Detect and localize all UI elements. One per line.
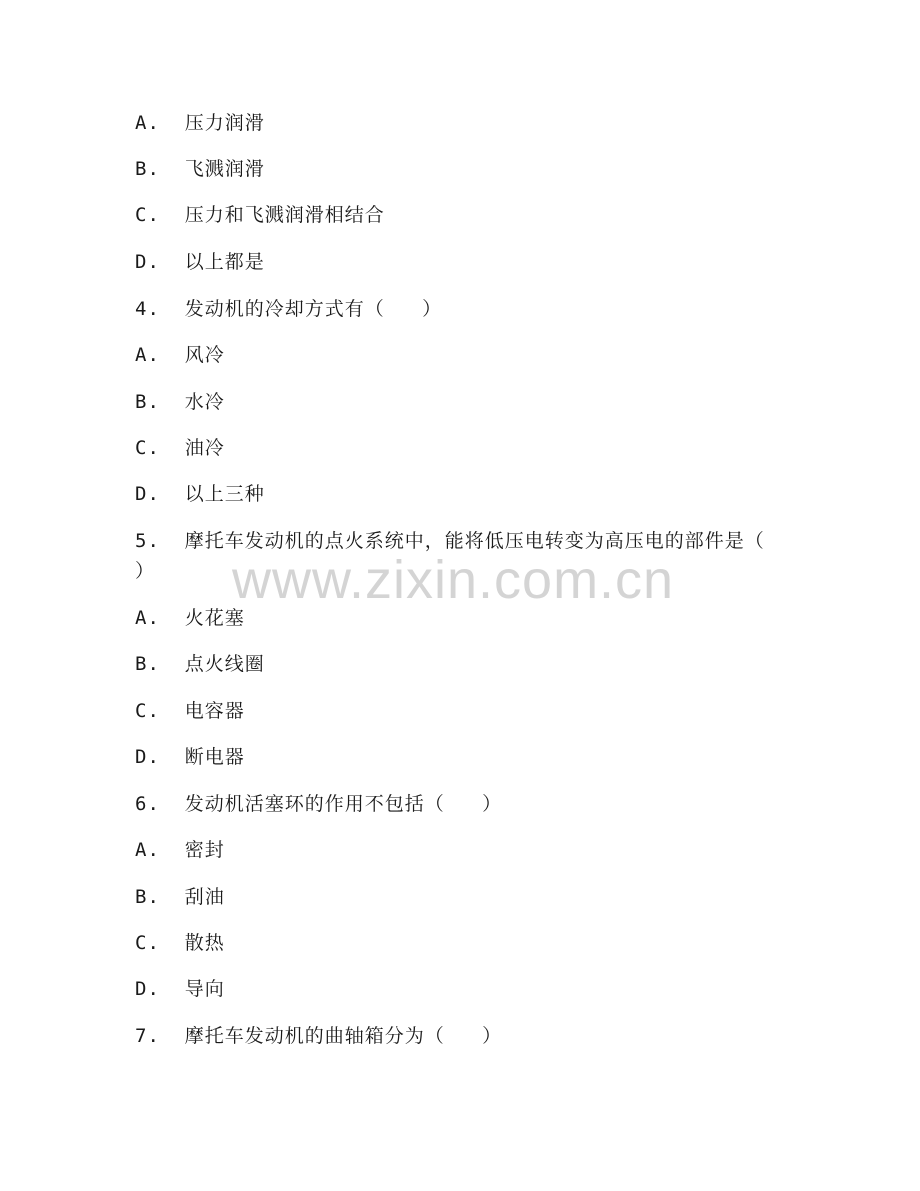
option-d-q4: D. 以上三种 [135, 483, 265, 505]
option-c-q6: C. 散热 [135, 932, 225, 954]
option-a-q4: A. 风冷 [135, 344, 225, 366]
question-5: 5. 摩托车发动机的点火系统中，能将低压电转变为高压电的部件是（ [135, 530, 765, 552]
option-b-q3: B. 飞溅润滑 [135, 158, 265, 180]
question-6: 6. 发动机活塞环的作用不包括（ ） [135, 793, 503, 815]
option-d-q5: D. 断电器 [135, 746, 245, 768]
option-b-q6: B. 刮油 [135, 886, 225, 908]
option-a-q6: A. 密封 [135, 839, 225, 861]
question-5-continued: ） [135, 560, 156, 582]
question-7: 7. 摩托车发动机的曲轴箱分为（ ） [135, 1025, 503, 1047]
option-d-q3: D. 以上都是 [135, 251, 265, 273]
watermark: www.zixin.com.cn [232, 550, 675, 610]
option-b-q5: B. 点火线圈 [135, 653, 265, 675]
option-a-q3: A. 压力润滑 [135, 112, 265, 134]
option-b-q4: B. 水冷 [135, 391, 225, 413]
option-d-q6: D. 导向 [135, 978, 225, 1000]
question-4: 4. 发动机的冷却方式有（ ） [135, 298, 443, 320]
option-c-q3: C. 压力和飞溅润滑相结合 [135, 204, 385, 226]
option-c-q4: C. 油冷 [135, 437, 225, 459]
option-c-q5: C. 电容器 [135, 700, 245, 722]
option-a-q5: A. 火花塞 [135, 607, 245, 629]
